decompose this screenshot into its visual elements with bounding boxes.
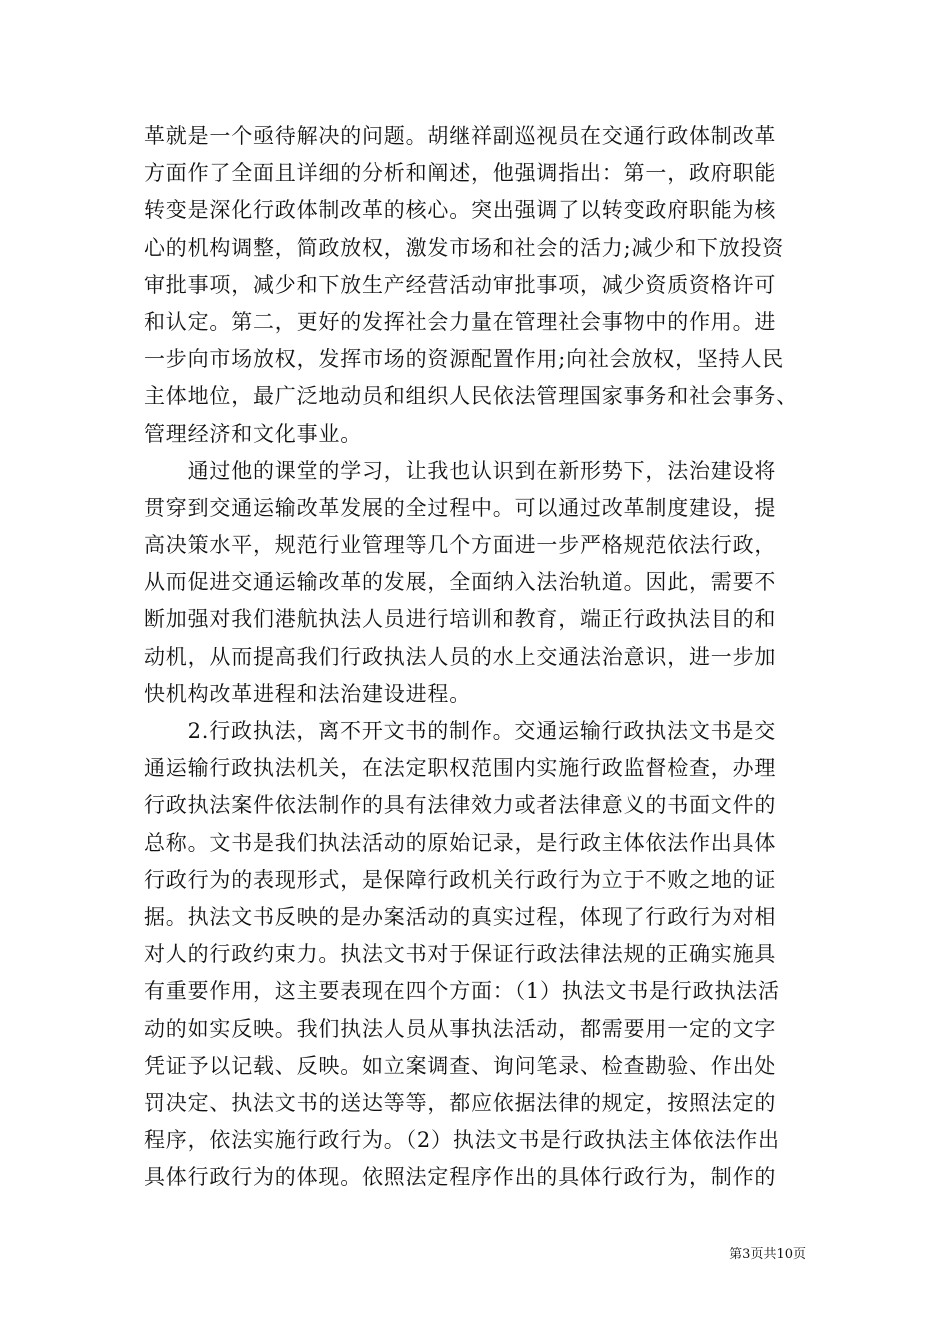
text-line: 罚决定、执法文书的送达等等，都应依据法律的规定，按照法定的 xyxy=(144,1090,777,1115)
text-line: 高决策水平，规范行业管理等几个方面进一步严格规范依法行政， xyxy=(144,533,777,558)
text-line: 从而促进交通运输改革的发展，全面纳入法治轨道。因此，需要不 xyxy=(144,570,777,595)
text-line: 2.行政执法，离不开文书的制作。交通运输行政执法文书是交 xyxy=(144,719,777,743)
text-line: 管理经济和文化事业。 xyxy=(144,421,362,446)
text-line: 凭证予以记载、反映。如立案调查、询问笔录、检查勘验、作出处 xyxy=(144,1053,777,1078)
text-line: 动机，从而提高我们行政执法人员的水上交通法治意识，进一步加 xyxy=(144,644,777,669)
text-line: 动的如实反映。我们执法人员从事执法活动，都需要用一定的文字 xyxy=(144,1016,777,1041)
text-line: 总称。文书是我们执法活动的原始记录，是行政主体依法作出具体 xyxy=(144,830,777,855)
text-line: 和认定。第二，更好的发挥社会力量在管理社会事物中的作用。进 xyxy=(144,309,777,334)
text-line: 据。执法文书反映的是办案活动的真实过程，体现了行政行为对相 xyxy=(144,904,777,929)
text-line: 一步向市场放权，发挥市场的资源配置作用;向社会放权，坚持人民 xyxy=(144,347,785,372)
text-line: 方面作了全面且详细的分析和阐述，他强调指出：第一，政府职能 xyxy=(144,161,777,186)
text-line: 革就是一个亟待解决的问题。胡继祥副巡视员在交通行政体制改革 xyxy=(144,124,777,148)
text-line: 心的机构调整，简政放权，激发市场和社会的活力;减少和下放投资 xyxy=(144,235,785,260)
body-text xyxy=(144,118,806,1196)
page-number: 第3页共10页 xyxy=(729,1247,806,1262)
text-line: 断加强对我们港航执法人员进行培训和教育，端正行政执法目的和 xyxy=(144,607,777,632)
text-line: 通过他的课堂的学习，让我也认识到在新形势下，法治建设将 xyxy=(144,458,777,483)
text-line: 主体地位，最广泛地动员和组织人民依法管理国家事务和社会事务、 xyxy=(144,384,798,409)
text-line: 具体行政行为的体现。依照法定程序作出的具体行政行为，制作的 xyxy=(144,1165,777,1190)
text-line: 通运输行政执法机关，在法定职权范围内实施行政监督检查，办理 xyxy=(144,756,777,781)
text-line: 贯穿到交通运输改革发展的全过程中。可以通过改革制度建设，提 xyxy=(144,495,777,520)
text-line: 行政行为的表现形式，是保障行政机关行政行为立于不败之地的证 xyxy=(144,867,777,892)
text-line: 审批事项，减少和下放生产经营活动审批事项，减少资质资格许可 xyxy=(144,272,777,297)
text-line: 程序，依法实施行政行为。（2）执法文书是行政执法主体依法作出 xyxy=(144,1128,780,1153)
text-line: 行政执法案件依法制作的具有法律效力或者法律意义的书面文件的 xyxy=(144,793,777,818)
text-line: 转变是深化行政体制改革的核心。突出强调了以转变政府职能为核 xyxy=(144,198,777,223)
text-line: 对人的行政约束力。执法文书对于保证行政法律法规的正确实施具 xyxy=(144,942,777,967)
text-line: 快机构改革进程和法治建设进程。 xyxy=(144,681,471,706)
text-line: 有重要作用，这主要表现在四个方面：（1）执法文书是行政执法活 xyxy=(144,979,780,1004)
